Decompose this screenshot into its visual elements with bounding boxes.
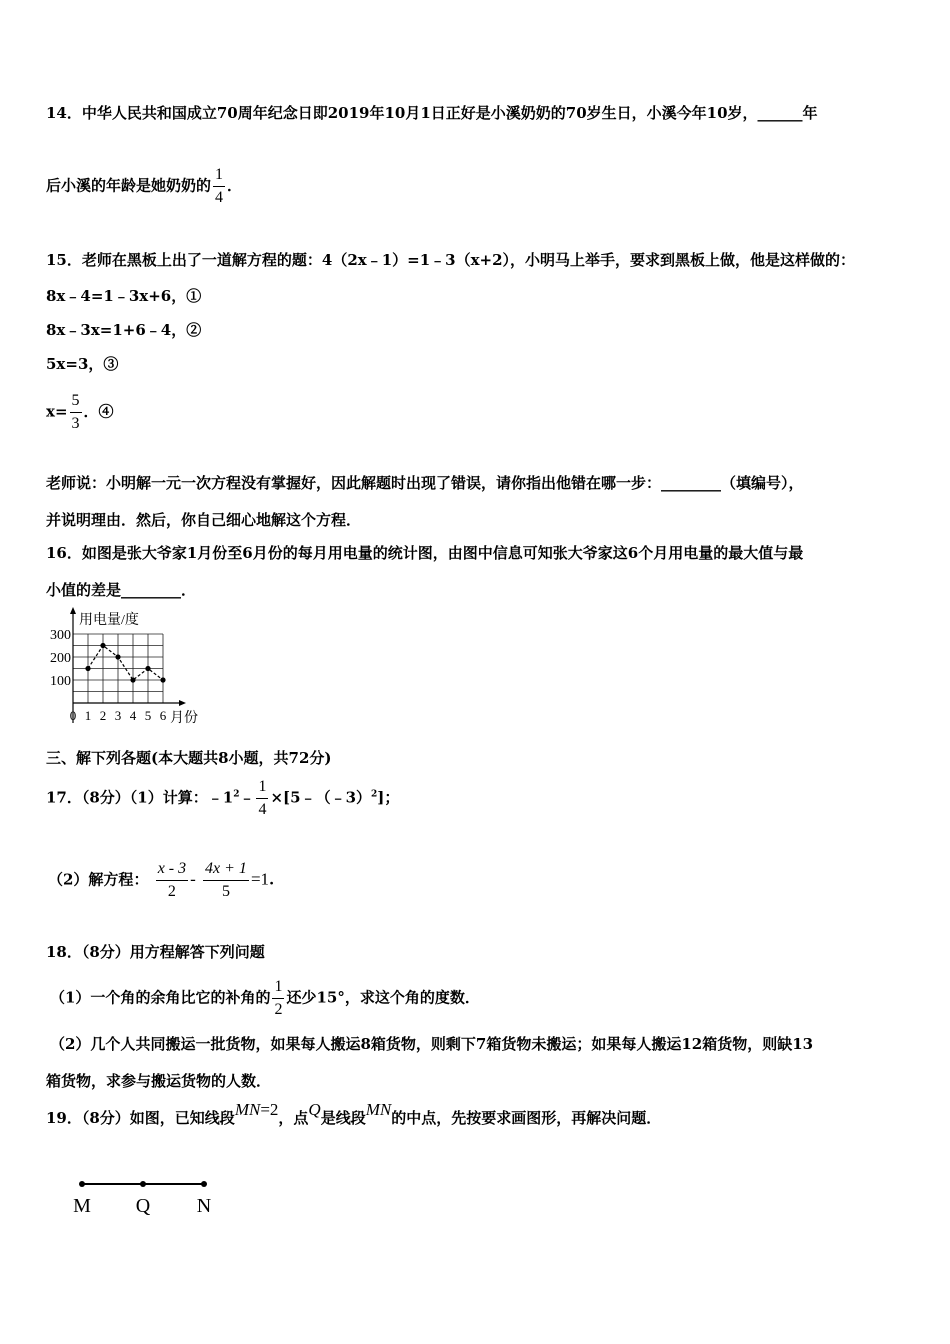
q14-frac-den: 4: [213, 186, 225, 209]
q17-p2-num1: x - 3: [157, 860, 187, 877]
q15-step4: [46, 390, 114, 435]
q18-title: 18．（8分）用方程解答下列问题: [46, 943, 265, 961]
usage-line: [88, 646, 163, 681]
data-point: [115, 654, 120, 659]
y-tick-label: 100: [50, 674, 71, 689]
q17-part2: [48, 858, 274, 903]
q17-p1-num: 1: [258, 778, 267, 795]
q18-p1-pre: （1）一个角的余角比它的补角的: [50, 988, 271, 1007]
data-point: [160, 677, 165, 682]
x-tick-label: 4: [129, 708, 137, 723]
y-tick-label: 200: [50, 651, 71, 666]
x-tick-label: 2: [99, 708, 107, 723]
chart-origin-label: 0: [69, 708, 77, 723]
q17-p2-pre: （2）解方程：: [48, 870, 149, 889]
chart-ylabel: 用电量/度: [79, 613, 139, 628]
q15-step4-post: ．④: [83, 402, 114, 421]
q18-part2-line2: 箱货物，求参与搬运货物的人数．: [46, 1072, 272, 1090]
label-m: M: [73, 1195, 91, 1217]
point-n: [201, 1181, 207, 1187]
point-m: [79, 1181, 85, 1187]
q18-p1-post: 还少15°，求这个角的度数．: [286, 988, 480, 1007]
q14-frac-num: 1: [215, 166, 224, 183]
q17-p1-post-b: ]；: [377, 788, 400, 807]
q18-p1-den: 2: [272, 998, 284, 1021]
q15-teacher-line2: 并说明理由．然后，你自己细心地解这个方程．: [46, 511, 362, 529]
label-n: N: [196, 1195, 212, 1217]
q19-point: Q: [308, 1100, 321, 1119]
q14-line2-post: ．: [227, 176, 243, 195]
q14-line2-pre: 后小溪的年龄是她奶奶的: [46, 176, 212, 195]
q19-seg1: MN: [234, 1100, 261, 1119]
x-tick-label: 1: [84, 708, 92, 723]
q19-mid2: 是线段: [320, 1109, 366, 1127]
q15-step4-pre: x=: [46, 402, 68, 421]
electricity-usage-chart: [40, 606, 220, 730]
q15-teacher-line1: 老师说：小明解一元一次方程没有掌握好，因此解题时出现了错误，请你指出他错在哪一步：________（填编号），: [46, 474, 804, 492]
q17-p1-mid: ﹣: [239, 788, 255, 807]
q17-p1-fraction: [256, 776, 268, 821]
q15-step2: 8x﹣3x=1+6﹣4，②: [46, 321, 202, 339]
x-tick-label: 5: [144, 708, 152, 723]
chart-xlabel: 月份: [170, 711, 198, 726]
q15-step4-den: 3: [70, 412, 82, 435]
q15-step3: 5x=3，③: [46, 355, 119, 373]
data-point: [85, 666, 90, 671]
q14-fraction: [213, 164, 225, 209]
q16-line2: 小值的差是________．: [46, 581, 197, 599]
q17-p2-num2: 4x + 1: [205, 860, 247, 877]
q15-step4-fraction: [70, 390, 82, 435]
q16-line1: 16．如图是张大爷家1月份至6月份的每月用电量的统计图，由图中信息可知张大爷家这6个月用电量的最大值与最: [46, 544, 804, 562]
section3-title: 三、解下列各题(本大题共8小题，共72分): [46, 749, 332, 767]
y-tick-label: 300: [50, 628, 71, 643]
data-point: [145, 666, 150, 671]
q18-part2-line1: （2）几个人共同搬运一批货物，如果每人搬运8箱货物，则剩下7箱货物未搬运；如果每人搬运12箱货物，则缺13: [50, 1035, 814, 1053]
x-tick-label: 6: [159, 708, 167, 723]
point-q: [140, 1181, 146, 1187]
segment-figure: [60, 1170, 240, 1230]
q17-p1-post-a: ×[5﹣（﹣3）: [270, 788, 372, 807]
q18-p1-fraction: [272, 976, 284, 1021]
q17-part1: [46, 776, 399, 821]
q17-p2-post: .: [269, 870, 275, 889]
data-point: [130, 677, 135, 682]
q17-p2-fraction1: [156, 858, 188, 903]
q17-p1-sup2: 2: [371, 789, 378, 800]
x-tick-label: 3: [114, 708, 122, 723]
q17-p2-eq: =1: [250, 869, 270, 889]
q18-p1-num: 1: [274, 978, 283, 995]
label-q: Q: [135, 1195, 151, 1217]
q17-p2-fraction2: [203, 858, 249, 903]
y-axis-arrow: [70, 607, 76, 614]
q15-step1: 8x﹣4=1﹣3x+6，①: [46, 287, 202, 305]
x-axis-arrow: [179, 700, 186, 706]
q17-p1-den: 4: [256, 798, 268, 821]
q19-seg2: MN: [365, 1100, 392, 1119]
q19-post: 的中点，先按要求画图形，再解决问题．: [391, 1109, 662, 1127]
q17-p1-sup: 2: [233, 789, 240, 800]
q14-line1: 14．中华人民共和国成立70周年纪念日即2019年10月1日正好是小溪奶奶的70岁生日，小溪今年10岁，______年: [46, 104, 818, 122]
q17-p2-den1: 2: [156, 880, 188, 903]
q17-p1-pre: 17．（8分）（1）计算：﹣1: [46, 788, 234, 807]
q19-pre: 19．（8分）如图，已知线段: [46, 1109, 235, 1127]
q17-p2-minus: -: [190, 869, 196, 889]
q19-eq: =2: [260, 1100, 279, 1119]
q15-step4-num: 5: [71, 392, 80, 409]
q19-text: [46, 1100, 662, 1128]
q14-line2: [46, 164, 242, 209]
data-point: [100, 643, 105, 648]
q19-mid1: ，点: [278, 1109, 309, 1127]
q18-part1: [50, 976, 480, 1021]
q17-p2-den2: 5: [203, 880, 249, 903]
q15-line1: 15．老师在黑板上出了一道解方程的题：4（2x﹣1）=1﹣3（x+2），小明马上举手，要求到黑板上做，他是这样做的：: [46, 251, 856, 269]
